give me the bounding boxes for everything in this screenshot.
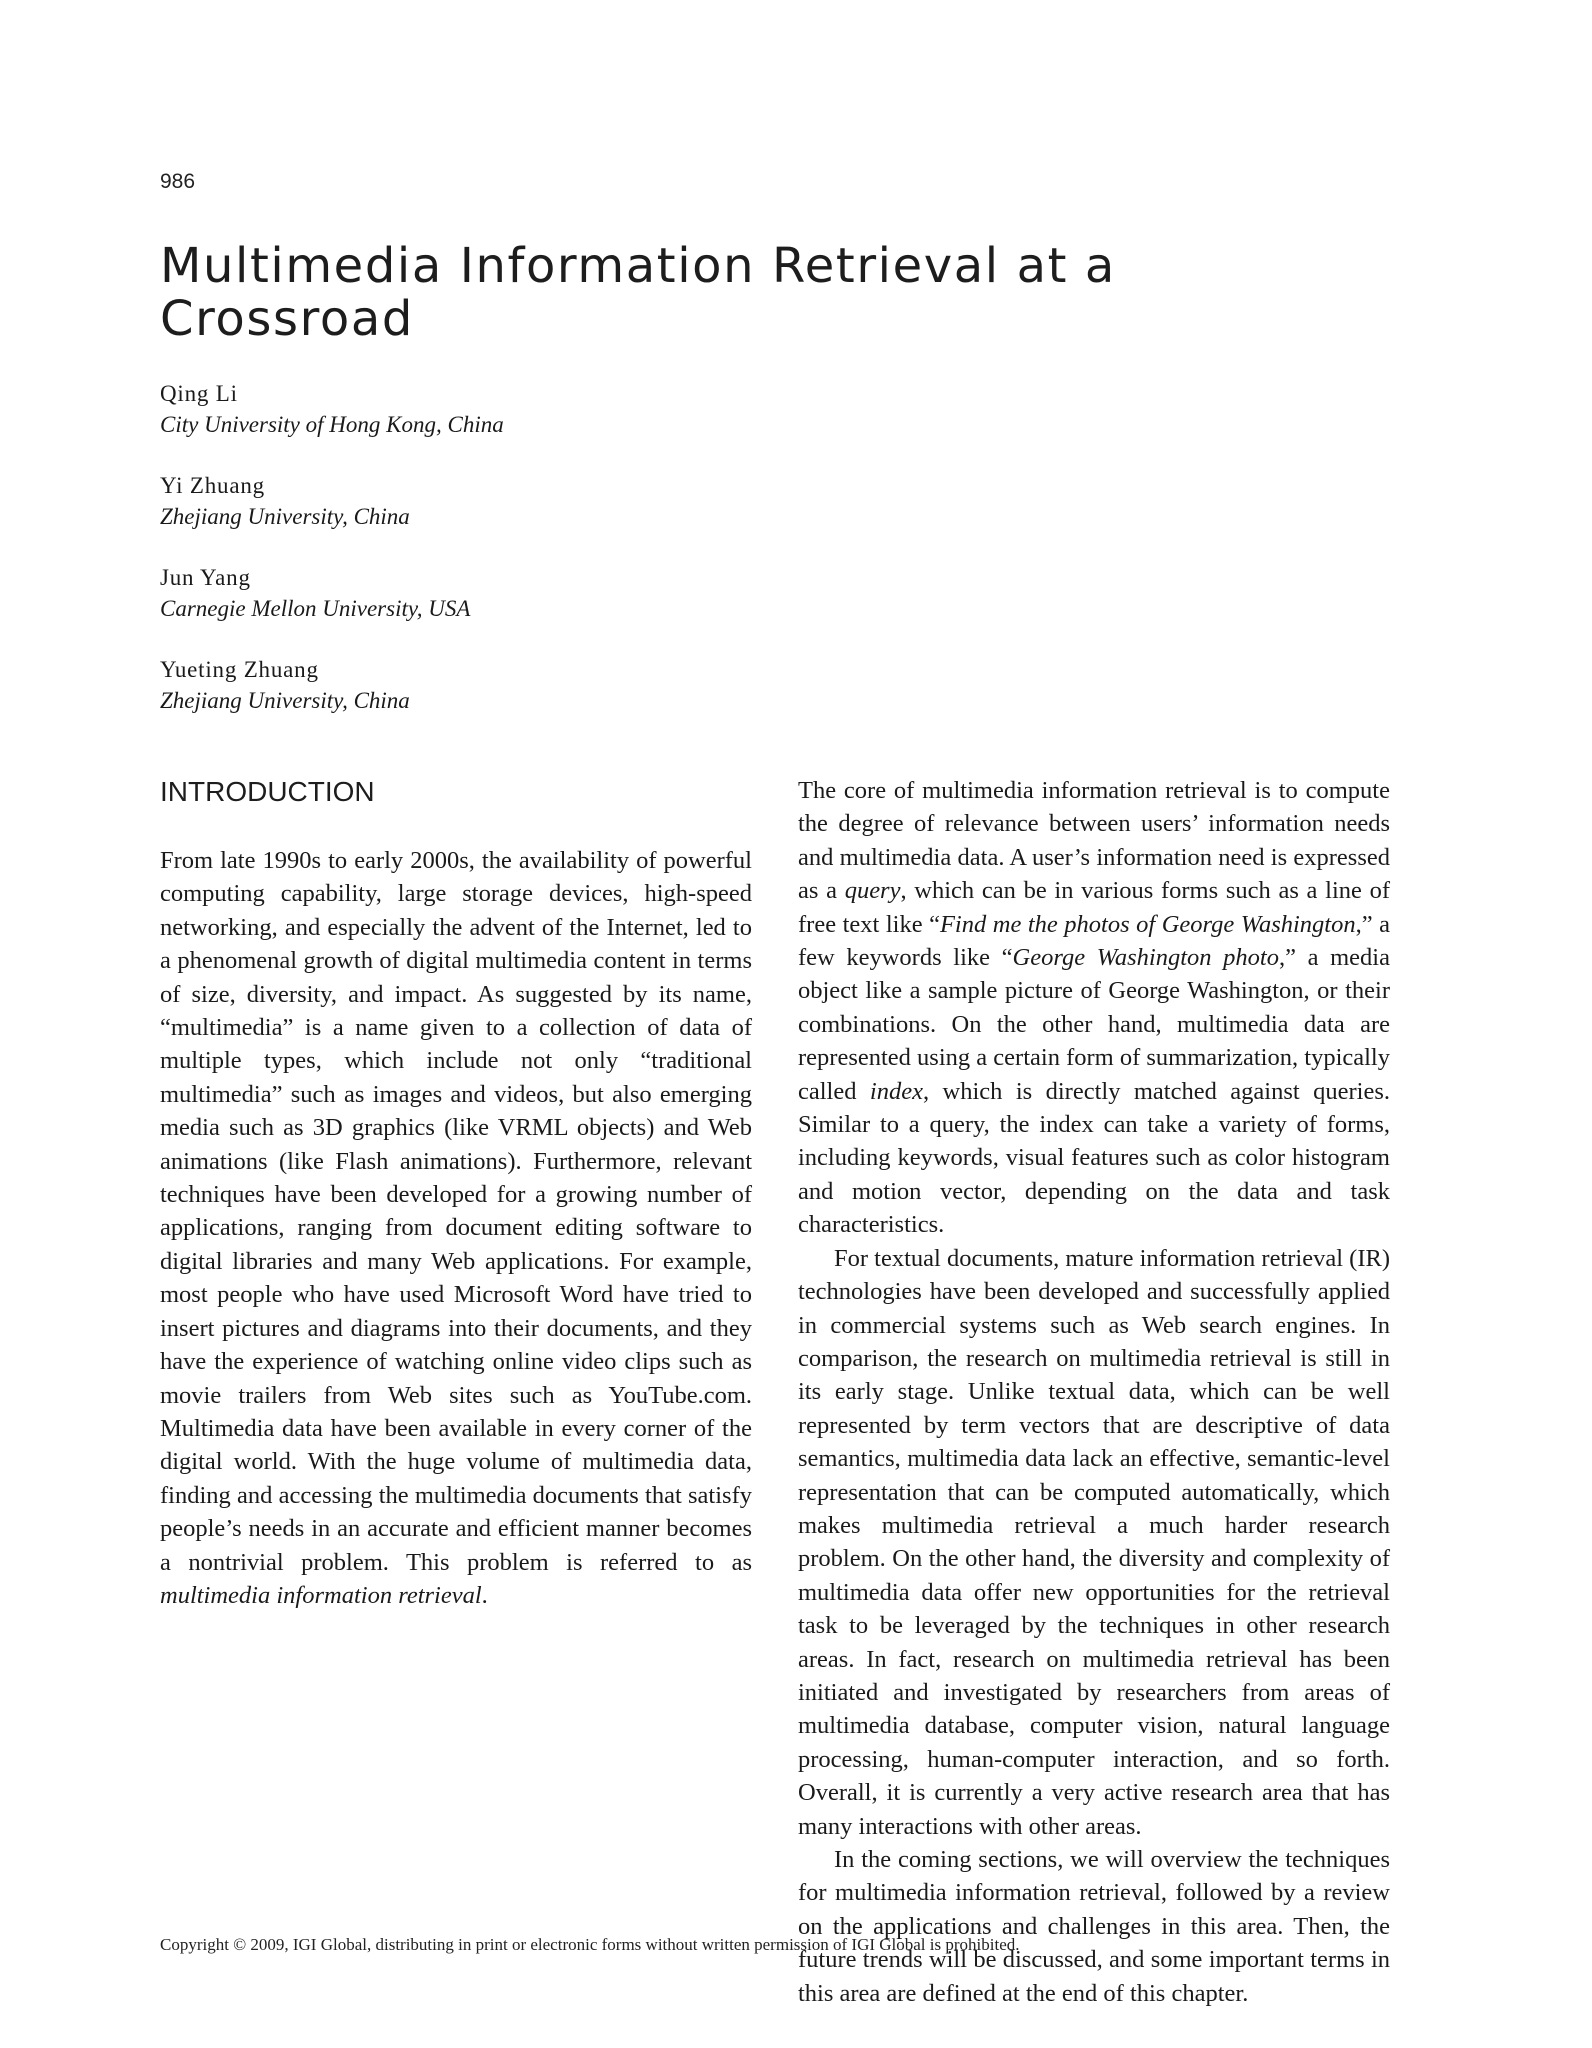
author-entry bbox=[160, 470, 860, 562]
author-name: Yi Zhuang bbox=[160, 473, 265, 498]
emphasis-term: query bbox=[844, 877, 901, 905]
left-column bbox=[160, 774, 752, 1612]
page-number: 986 bbox=[160, 170, 196, 193]
author-entry bbox=[160, 378, 860, 470]
text-run: ,” a media object like a sample picture of George Washington, or their combinations. On the other hand, multimedia data are represented using a certain form of summarization, typically called bbox=[798, 944, 1390, 1105]
author-entry bbox=[160, 562, 860, 654]
text-run: , which is directly matched against queries. Similar to a query, the index can take a variety of forms, including keywords, visual features such as color histogram and motion vector, depending on the data and task characteristics. bbox=[798, 1077, 1390, 1239]
emphasis-quote: George Washington photo bbox=[1012, 944, 1279, 972]
author-list bbox=[160, 378, 860, 746]
emphasis-quote: Find me the photos of George Washington bbox=[939, 910, 1356, 938]
author-affiliation: Carnegie Mellon University, USA bbox=[160, 596, 471, 621]
copyright-notice: Copyright © 2009, IGI Global, distributing in print or electronic forms without written permission of IGI Global is prohibited. bbox=[160, 1935, 1020, 1954]
text-run: , which can be in various forms such as a line of free text like “ bbox=[798, 877, 1390, 938]
text-run: ,” a few keywords like “ bbox=[798, 910, 1390, 972]
paragraph-4: In the coming sections, we will overview the techniques for multimedia information retrieval, followed by a review on the applications and challenges in this area. Then, the future trends will be discussed, and some important terms in this area are defined at the end of this chapter. bbox=[798, 1846, 1390, 2007]
text-run: . bbox=[481, 1581, 488, 1609]
paragraph-1 bbox=[160, 844, 752, 1612]
text-run: The core of multimedia information retrieval is to compute the degree of relevance between users’ information needs and multimedia data. A user’s information need is expressed as a bbox=[798, 777, 1390, 905]
article-title: Multimedia Information Retrieval at a Crossroad bbox=[160, 238, 1116, 347]
author-name: Qing Li bbox=[160, 381, 238, 406]
paragraph-3: For textual documents, mature information retrieval (IR) technologies have been developed and successfully applied in commercial systems such as Web search engines. In comparison, the research on multimedia retrieval is still in its early stage. Unlike textual data, which can be well represented by term vectors that are descriptive of data semantics, multimedia data lack an effective, semantic-level representation that can be computed automatically, which makes multimedia retrieval a much harder research problem. On the other hand, the diversity and complexity of multimedia data offer new opportunities for the retrieval task to be leveraged by the techniques in other research areas. In fact, research on multimedia retrieval has been initiated and investigated by researchers from areas of multimedia database, computer vision, natural language processing, human-computer interaction, and so forth. Overall, it is currently a very active research area that has many interactions with other areas. bbox=[798, 1244, 1390, 1840]
author-affiliation: Zhejiang University, China bbox=[160, 688, 410, 713]
paragraph-2-continued bbox=[798, 774, 1390, 1242]
author-name: Yueting Zhuang bbox=[160, 657, 319, 682]
author-affiliation: Zhejiang University, China bbox=[160, 504, 410, 529]
author-entry bbox=[160, 654, 860, 746]
emphasis-term: index bbox=[869, 1077, 923, 1105]
right-column bbox=[798, 774, 1390, 2010]
section-heading-introduction: INTRODUCTION bbox=[160, 776, 375, 807]
author-affiliation: City University of Hong Kong, China bbox=[160, 412, 504, 437]
text-run: From late 1990s to early 2000s, the availability of powerful computing capability, large storage devices, high-speed networking, and especially the advent of the Internet, led to a phenomenal growth of digital multimedia content in terms of size, diversity, and impact. As suggested by its name, “multimedia” is a name given to a collection of data of multiple types, which include not only “traditional multimedia” such as images and videos, but also emerging media such as 3D graphics (like VRML objects) and Web animations (like Flash animations). Furthermore, relevant techniques have been developed for a growing number of applications, ranging from document editing software to digital libraries and many Web applications. For example, most people who have used Microsoft Word have tried to insert pictures and diagrams into their documents, and they have the experience of watching online video clips such as movie trailers from Web sites such as YouTube.com. Multimedia data have been available in every corner of the digital world. With the huge volume of multimedia data, finding and accessing the multimedia documents that satisfy people’s needs in an accurate and efficient manner becomes a nontrivial problem. This problem is referred to as bbox=[160, 847, 752, 1576]
emphasis-term: multimedia information retrieval bbox=[160, 1581, 482, 1609]
author-name: Jun Yang bbox=[160, 565, 251, 590]
